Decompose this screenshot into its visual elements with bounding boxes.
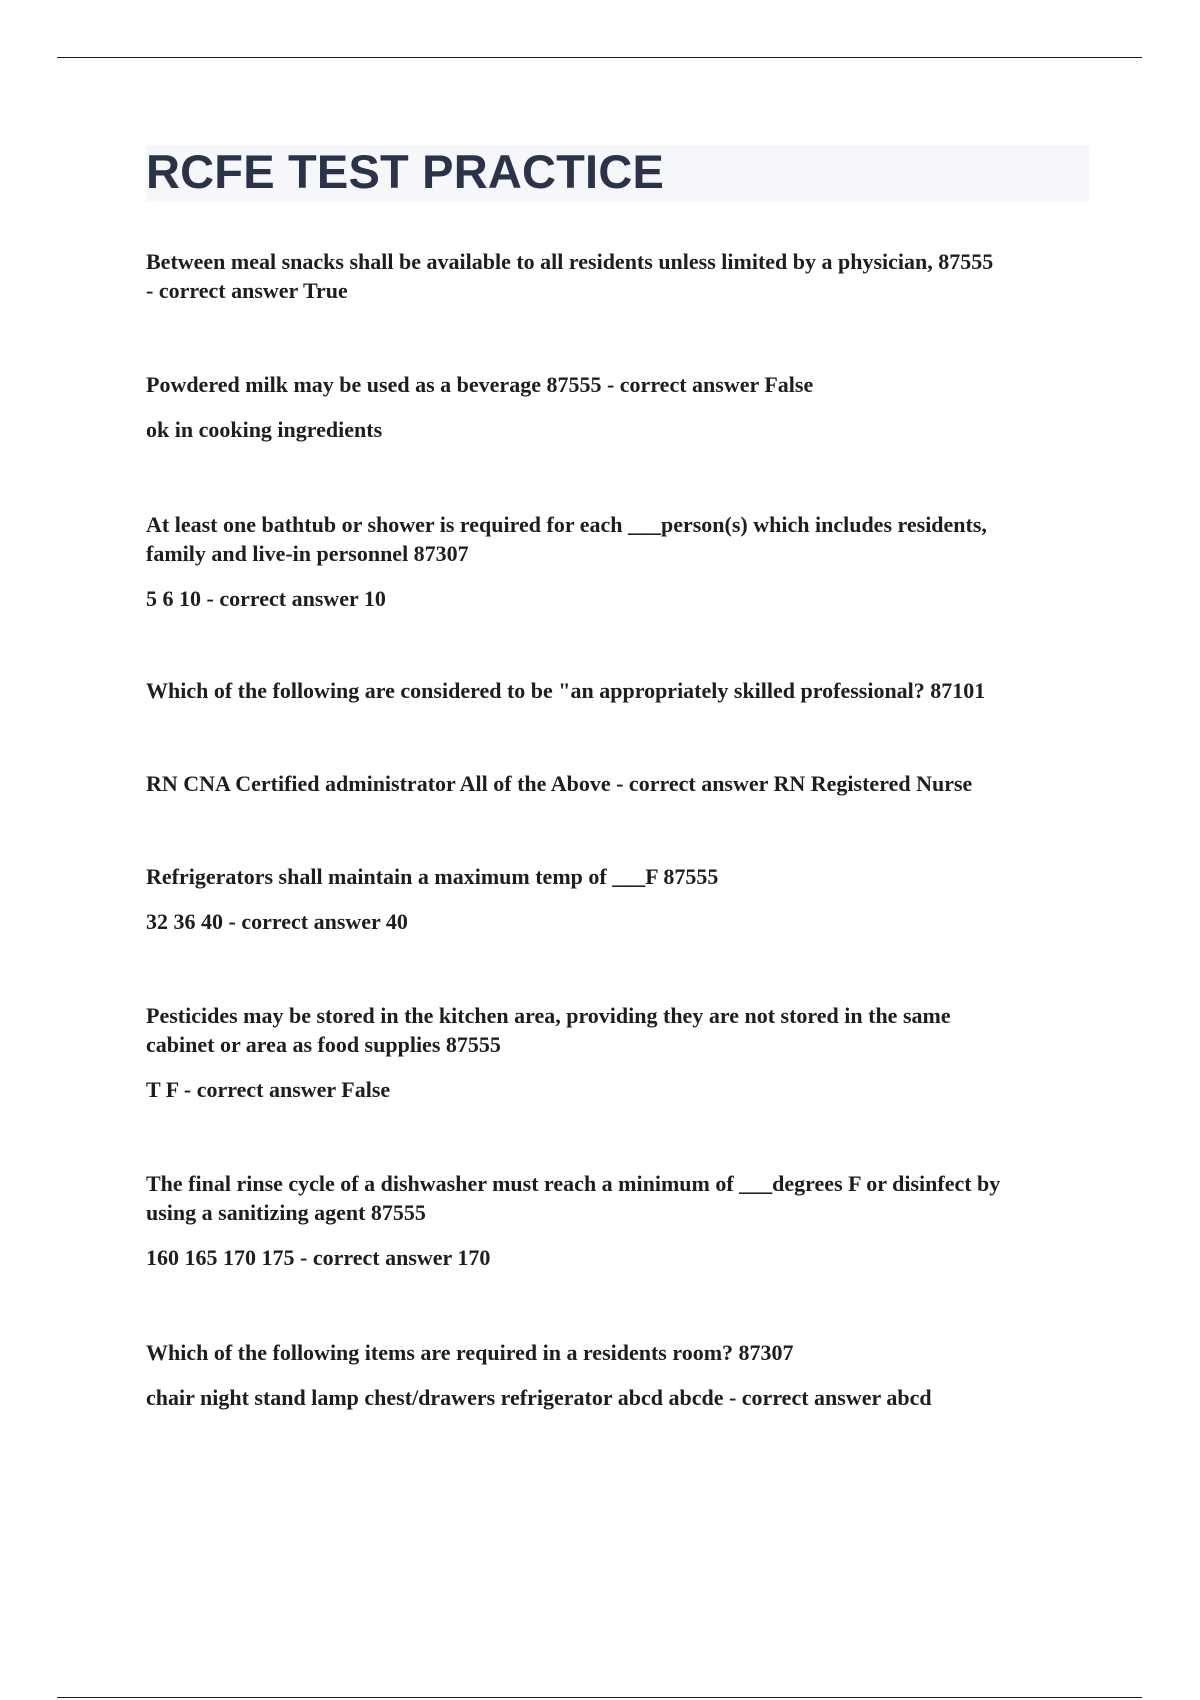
qa-item-3	[146, 510, 1090, 613]
question-line: At least one bathtub or shower is required for each ___person(s) which includes residents,	[146, 512, 987, 537]
question-line: Powdered milk may be used as a beverage 87555 - correct answer False	[146, 372, 814, 397]
qa-item-6	[146, 862, 1090, 936]
question-line: using a sanitizing agent 87555	[146, 1200, 426, 1225]
answer-line: ok in cooking ingredients	[146, 417, 383, 442]
qa-item-7	[146, 1001, 1090, 1104]
bottom-rule	[57, 1697, 1142, 1698]
question-line: - correct answer True	[146, 278, 348, 303]
qa-item-5	[146, 769, 1090, 798]
question-line: family and live-in personnel 87307	[146, 541, 469, 566]
top-rule	[57, 57, 1142, 58]
question-line: cabinet or area as food supplies 87555	[146, 1032, 501, 1057]
page-title: RCFE TEST PRACTICE	[146, 145, 665, 198]
qa-item-2	[146, 370, 1090, 444]
question-line: RN CNA Certified administrator All of the Above - correct answer RN Registered Nurse	[146, 771, 973, 796]
question-line: Which of the following items are required in a residents room? 87307	[146, 1340, 794, 1365]
question-line: Between meal snacks shall be available to all residents unless limited by a physician, 87555	[146, 249, 994, 274]
question-line: Which of the following are considered to be "an appropriately skilled professional? 87101	[146, 678, 986, 703]
answer-line: 32 36 40 - correct answer 40	[146, 909, 408, 934]
question-line: Refrigerators shall maintain a maximum temp of ___F 87555	[146, 864, 719, 889]
qa-item-4	[146, 676, 1090, 705]
answer-line: 5 6 10 - correct answer 10	[146, 586, 386, 611]
answer-line: T F - correct answer False	[146, 1077, 391, 1102]
qa-item-9	[146, 1338, 1090, 1412]
question-line: The final rinse cycle of a dishwasher must reach a minimum of ___degrees F or disinfect by	[146, 1171, 1001, 1196]
qa-item-8	[146, 1169, 1090, 1272]
answer-line: chair night stand lamp chest/drawers refrigerator abcd abcde - correct answer abcd	[146, 1385, 932, 1410]
answer-line: 160 165 170 175 - correct answer 170	[146, 1245, 491, 1270]
qa-item-1	[146, 247, 1090, 305]
question-line: Pesticides may be stored in the kitchen area, providing they are not stored in the same	[146, 1003, 951, 1028]
